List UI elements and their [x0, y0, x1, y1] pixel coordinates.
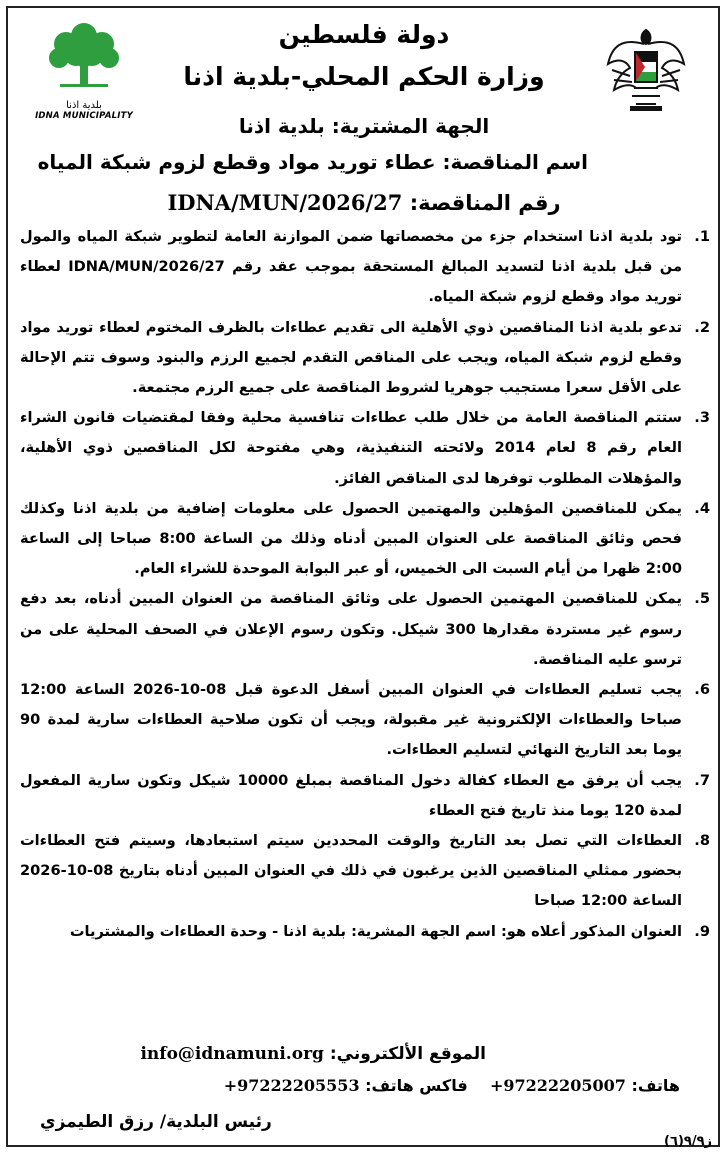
item-number: 7. [694, 771, 710, 789]
item-text: العنوان المذكور أعلاه هو: اسم الجهة المشرية: بلدية اذنا - وحدة العطاءات والمشتريات [69, 922, 682, 940]
item-number: 6. [694, 681, 710, 699]
phone-line [224, 1076, 680, 1095]
list-item [20, 766, 710, 826]
list-item [20, 222, 710, 313]
fax-number: +97222205553 [223, 1076, 360, 1095]
idna-municipality-logo [34, 18, 134, 128]
mayor-signature: رئيس البلدية/ رزق الطيمزي [40, 1112, 272, 1132]
item-number: 8. [694, 832, 710, 850]
list-item [20, 494, 710, 585]
state-title: دولة فلسطين [278, 20, 450, 49]
item-number: 1. [694, 228, 710, 245]
item-text: يجب أن يرفق مع العطاء كفالة دخول المناقصة بمبلغ 10000 شيكل وتكون سارية المفعول لمدة 120 يوما منذ تاريخ فتح العطاء [20, 771, 682, 819]
logo-arabic-name: بلدية اذنا [66, 100, 102, 111]
phone-number: +97222205007 [489, 1076, 626, 1095]
tender-number-label: رقم المناقصة: [409, 191, 561, 215]
list-item [20, 917, 710, 947]
item-text: يجب تسليم العطاءات في العنوان المبين أسفل الدعوة قبل 08-10-2026 الساعة 12:00 صباحا والعطاءات الإلكترونية غير مقبولة، ويجب أن تكون صلاحية العطاءات سارية لمدة 90 يوما بعد التاريخ النهائي لتسليم العطاءات. [20, 681, 682, 759]
purchaser-line: الجهة المشترية: بلدية اذنا [238, 114, 490, 138]
item-text: تدعو بلدية اذنا المناقصين ذوي الأهلية الى تقديم عطاءات بالظرف المختوم لعطاء توريد مواد وقطع لزوم شبكة المياه، ويجب على المناقص التقدم لجميع الرزم والبنود وسوف تتم الإحالة على الأقل سعرا مستجيب جوهريا لشروط المناقصة على جميع الرزم مجتمعة. [20, 318, 682, 397]
item-number: 5. [694, 590, 710, 608]
website-line [140, 1044, 486, 1064]
tender-items-list [20, 222, 710, 947]
tender-number: IDNA/MUN/2026/27 [167, 190, 403, 215]
item-number: 2. [694, 318, 710, 336]
tender-name-line: اسم المناقصة: عطاء توريد مواد وقطع لزوم شبكة المياه [37, 150, 588, 174]
reference-code: ز٩/٩(٦) [664, 1134, 712, 1149]
tree-icon [46, 18, 122, 94]
header [0, 0, 728, 215]
website-label: الموقع الألكتروني: [329, 1044, 486, 1064]
ministry-title: وزارة الحكم المحلي-بلدية اذنا [183, 62, 545, 91]
item-text: ستتم المناقصة العامة من خلال طلب عطاءات تنافسية محلية وفقا لمقتضيات قانون الشراء العام رقم 8 لعام 2014 ولائحته التنفيذية، وهي مفتوحة لكل المناقصين ذوي الأهلية، والمؤهلات المطلوب توفرها لدى المناقص الفائز. [20, 409, 682, 487]
item-text: تود بلدية اذنا استخدام جزء من مخصصاتها ضمن الموازنة العامة لتطوير شبكة المياه والمول من قبل بلدية اذنا لتسديد المبالغ المستحقة بموجب عقد رقم IDNA/MUN/2026/27 لعطاء توريد مواد وقطع لزوم شبكة المياه. [20, 228, 682, 306]
item-text: يمكن للمناقصين المهتمين الحصول على وثائق المناقصة من العنوان المبين أدناه، بعد دفع رسوم غير مستردة مقدارها 300 شيكل. وتكون رسوم الإعلان في الصحف المحلية على من ترسو عليه المناقصة. [20, 590, 682, 668]
fax-label: فاكس هاتف: [365, 1076, 468, 1095]
item-number: 4. [694, 499, 710, 517]
list-item [20, 675, 710, 766]
item-number: 9. [694, 922, 710, 940]
item-text: العطاءات التي تصل بعد التاريخ والوقت المحددين سيتم استبعادها، وسيتم فتح العطاءات بحضور ممثلي المناقصين الذين يرغبون في ذلك في العنوان المبين أدناه بتاريخ 08-10-2026 الساعة 12:00 صباحا [20, 832, 682, 910]
item-text: يمكن للمناقصين المؤهلين والمهتمين الحصول على معلومات إضافية من بلدية اذنا وكذلك فحص وثائق المناقصة على العنوان المبين أدناه وذلك من الساعة 8:00 صباحا إلى الساعة 2:00 ظهرا من أيام السبت الى الخميس، أو عبر البوابة الموحدة للشراء العام. [20, 499, 682, 578]
list-item [20, 584, 710, 675]
list-item [20, 826, 710, 917]
list-item [20, 313, 710, 404]
email-address: info@idnamuni.org [140, 1044, 324, 1064]
list-item [20, 403, 710, 494]
palestine-eagle-emblem-icon [604, 24, 688, 112]
tender-number-line [140, 190, 588, 215]
item-number: 3. [694, 409, 710, 427]
logo-english-name: IDNA MUNICIPALITY [35, 111, 133, 121]
phone-label: هاتف: [631, 1076, 680, 1095]
